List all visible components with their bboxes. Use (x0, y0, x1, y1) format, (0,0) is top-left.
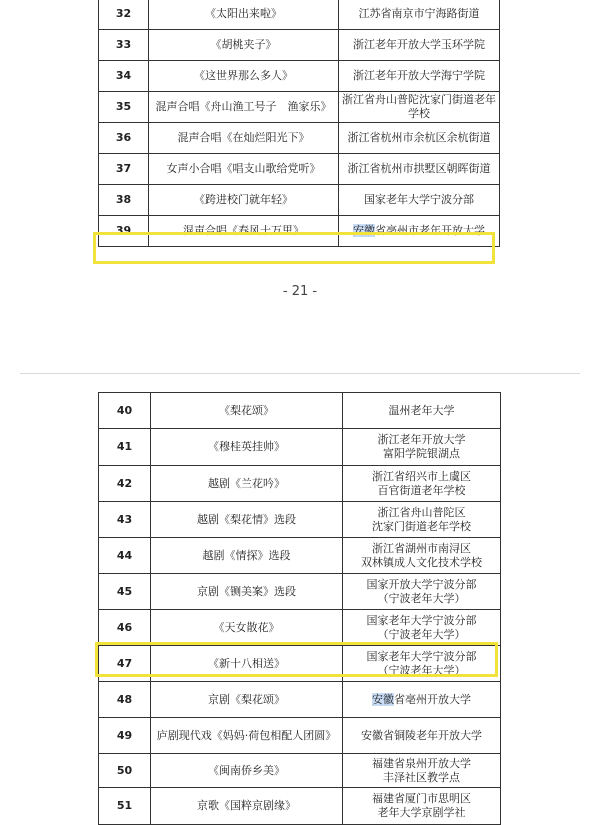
program-title: 女声小合唱《唱支山歌给党听》 (149, 154, 339, 185)
organization-line: 温州老年大学 (388, 403, 455, 417)
table-row (99, 92, 500, 123)
organization-line: 浙江老年开放大学 (377, 433, 466, 446)
organization (343, 788, 501, 825)
row-number: 45 (99, 574, 151, 610)
organization-line: 浙江省杭州市余杭区余杭街道 (347, 131, 491, 144)
table-row (99, 185, 500, 216)
organization-line: 福建省泉州开放大学 (372, 756, 471, 770)
organization-line: 浙江老年开放大学玉环学院 (353, 38, 485, 51)
organization-line: 浙江省舟山普陀区 (377, 505, 466, 519)
highlight-box (95, 642, 498, 677)
organization (343, 538, 501, 574)
table-row (99, 154, 500, 185)
organization-line: 百官街道老年学校 (377, 483, 466, 497)
organization-line: 浙江省杭州市拱墅区朝晖街道 (347, 162, 491, 175)
row-number: 37 (99, 154, 149, 185)
row-number: 44 (99, 538, 151, 574)
organization-line: 安徽省铜陵老年开放大学 (361, 728, 482, 742)
program-title: 《新十八相送》 (151, 646, 343, 682)
organization-line: 国家老年大学宁波分部 (364, 193, 474, 206)
organization-line: 浙江省湖州市南浔区 (372, 541, 471, 555)
table-row (99, 123, 500, 154)
row-number: 49 (99, 718, 151, 754)
program-title: 《这世界那么多人》 (149, 61, 339, 92)
program-title: 混声合唱《在灿烂阳光下》 (149, 123, 339, 154)
table-row (99, 682, 501, 718)
organization-line: （宁波老年大学） (377, 663, 466, 677)
table-row (99, 502, 501, 538)
organization (343, 574, 501, 610)
table-row (99, 788, 501, 825)
row-number: 32 (99, 0, 149, 30)
organization (343, 682, 501, 718)
table-row (99, 429, 501, 466)
organization (339, 61, 500, 92)
organization-line: 江苏省南京市宁海路街道 (358, 6, 480, 20)
program-title: 京剧《铡美案》选段 (151, 574, 343, 610)
program-table-page-21 (98, 0, 500, 247)
program-title: 混声合唱《舟山渔工号子 渔家乐》 (149, 92, 339, 123)
selected-text: 安徽 (372, 692, 394, 706)
organization-line: 国家老年大学宁波分部 (366, 613, 477, 627)
organization (343, 429, 501, 466)
table-row (99, 718, 501, 754)
program-title: 《穆桂英挂帅》 (151, 429, 343, 466)
row-number: 33 (99, 30, 149, 61)
organization (343, 466, 501, 502)
organization (343, 754, 501, 788)
program-title: 混声合唱《春风十万里》 (149, 216, 339, 247)
organization-line: 浙江省绍兴市上虞区 (372, 469, 471, 483)
organization-rest: 省亳州开放大学 (394, 692, 471, 706)
program-title: 《天女散花》 (151, 610, 343, 646)
row-number: 34 (99, 61, 149, 92)
page-gap (0, 316, 600, 374)
row-number: 48 (99, 682, 151, 718)
organization-line: 浙江老年开放大学海宁学院 (353, 69, 485, 82)
row-number: 38 (99, 185, 149, 216)
program-title: 庐剧现代戏《妈妈·荷包相配人团圆》 (151, 718, 343, 754)
organization (339, 185, 500, 216)
selected-text: 安徽 (353, 224, 375, 237)
row-number: 42 (99, 466, 151, 502)
organization-line: 国家开放大学宁波分部 (366, 577, 477, 591)
table-row (99, 61, 500, 92)
page-number: - 21 - (282, 284, 318, 299)
program-title: 《胡桃夹子》 (149, 30, 339, 61)
program-title: 《跨进校门就年轻》 (149, 185, 339, 216)
table-row (99, 393, 501, 429)
table-row (99, 574, 501, 610)
table-row (99, 0, 500, 30)
organization (339, 154, 500, 185)
row-number: 39 (99, 216, 149, 247)
program-title: 越剧《梨花情》选段 (151, 502, 343, 538)
organization-line: 浙江省舟山普陀沈家门街道老年学校 (342, 93, 496, 120)
row-number: 35 (99, 92, 149, 123)
organization-line: 丰泽社区教学点 (383, 770, 460, 784)
organization-line: 老年大学京剧学社 (377, 806, 466, 819)
organization (343, 610, 501, 646)
row-number: 36 (99, 123, 149, 154)
program-table-next-page (98, 392, 501, 825)
organization (339, 92, 500, 123)
organization (339, 30, 500, 61)
organization (343, 393, 501, 429)
table-row (99, 538, 501, 574)
organization-line: 福建省厦门市思明区 (372, 792, 471, 805)
organization-line: 沈家门街道老年学校 (372, 519, 471, 533)
row-number: 43 (99, 502, 151, 538)
program-title: 越剧《兰花吟》 (151, 466, 343, 502)
program-title: 京剧《梨花颂》 (151, 682, 343, 718)
page-21 (0, 0, 600, 316)
organization-line: （宁波老年大学） (377, 591, 466, 605)
organization-line: （宁波老年大学） (377, 627, 466, 641)
table-row (99, 30, 500, 61)
row-number: 41 (99, 429, 151, 466)
table-row (99, 754, 501, 788)
organization-line: 富阳学院银湖点 (383, 447, 460, 460)
organization-line: 国家老年大学宁波分部 (366, 649, 477, 663)
organization-rest: 省亳州市老年开放大学 (375, 224, 485, 237)
program-title: 《太阳出来啦》 (149, 0, 339, 30)
organization (343, 502, 501, 538)
highlight-box (93, 232, 495, 264)
organization (343, 718, 501, 754)
row-number: 40 (99, 393, 151, 429)
table-row (99, 466, 501, 502)
organization (339, 0, 500, 30)
row-number: 50 (99, 754, 151, 788)
program-title: 越剧《情探》选段 (151, 538, 343, 574)
row-number: 51 (99, 788, 151, 825)
row-number: 47 (99, 646, 151, 682)
table-row (99, 610, 501, 646)
organization (339, 123, 500, 154)
program-title: 《闽南侨乡美》 (151, 754, 343, 788)
organization-line: 双林镇成人文化技术学校 (361, 555, 482, 569)
program-title: 《梨花颂》 (151, 393, 343, 429)
row-number: 46 (99, 610, 151, 646)
program-title: 京歌《国粹京剧缘》 (151, 788, 343, 825)
